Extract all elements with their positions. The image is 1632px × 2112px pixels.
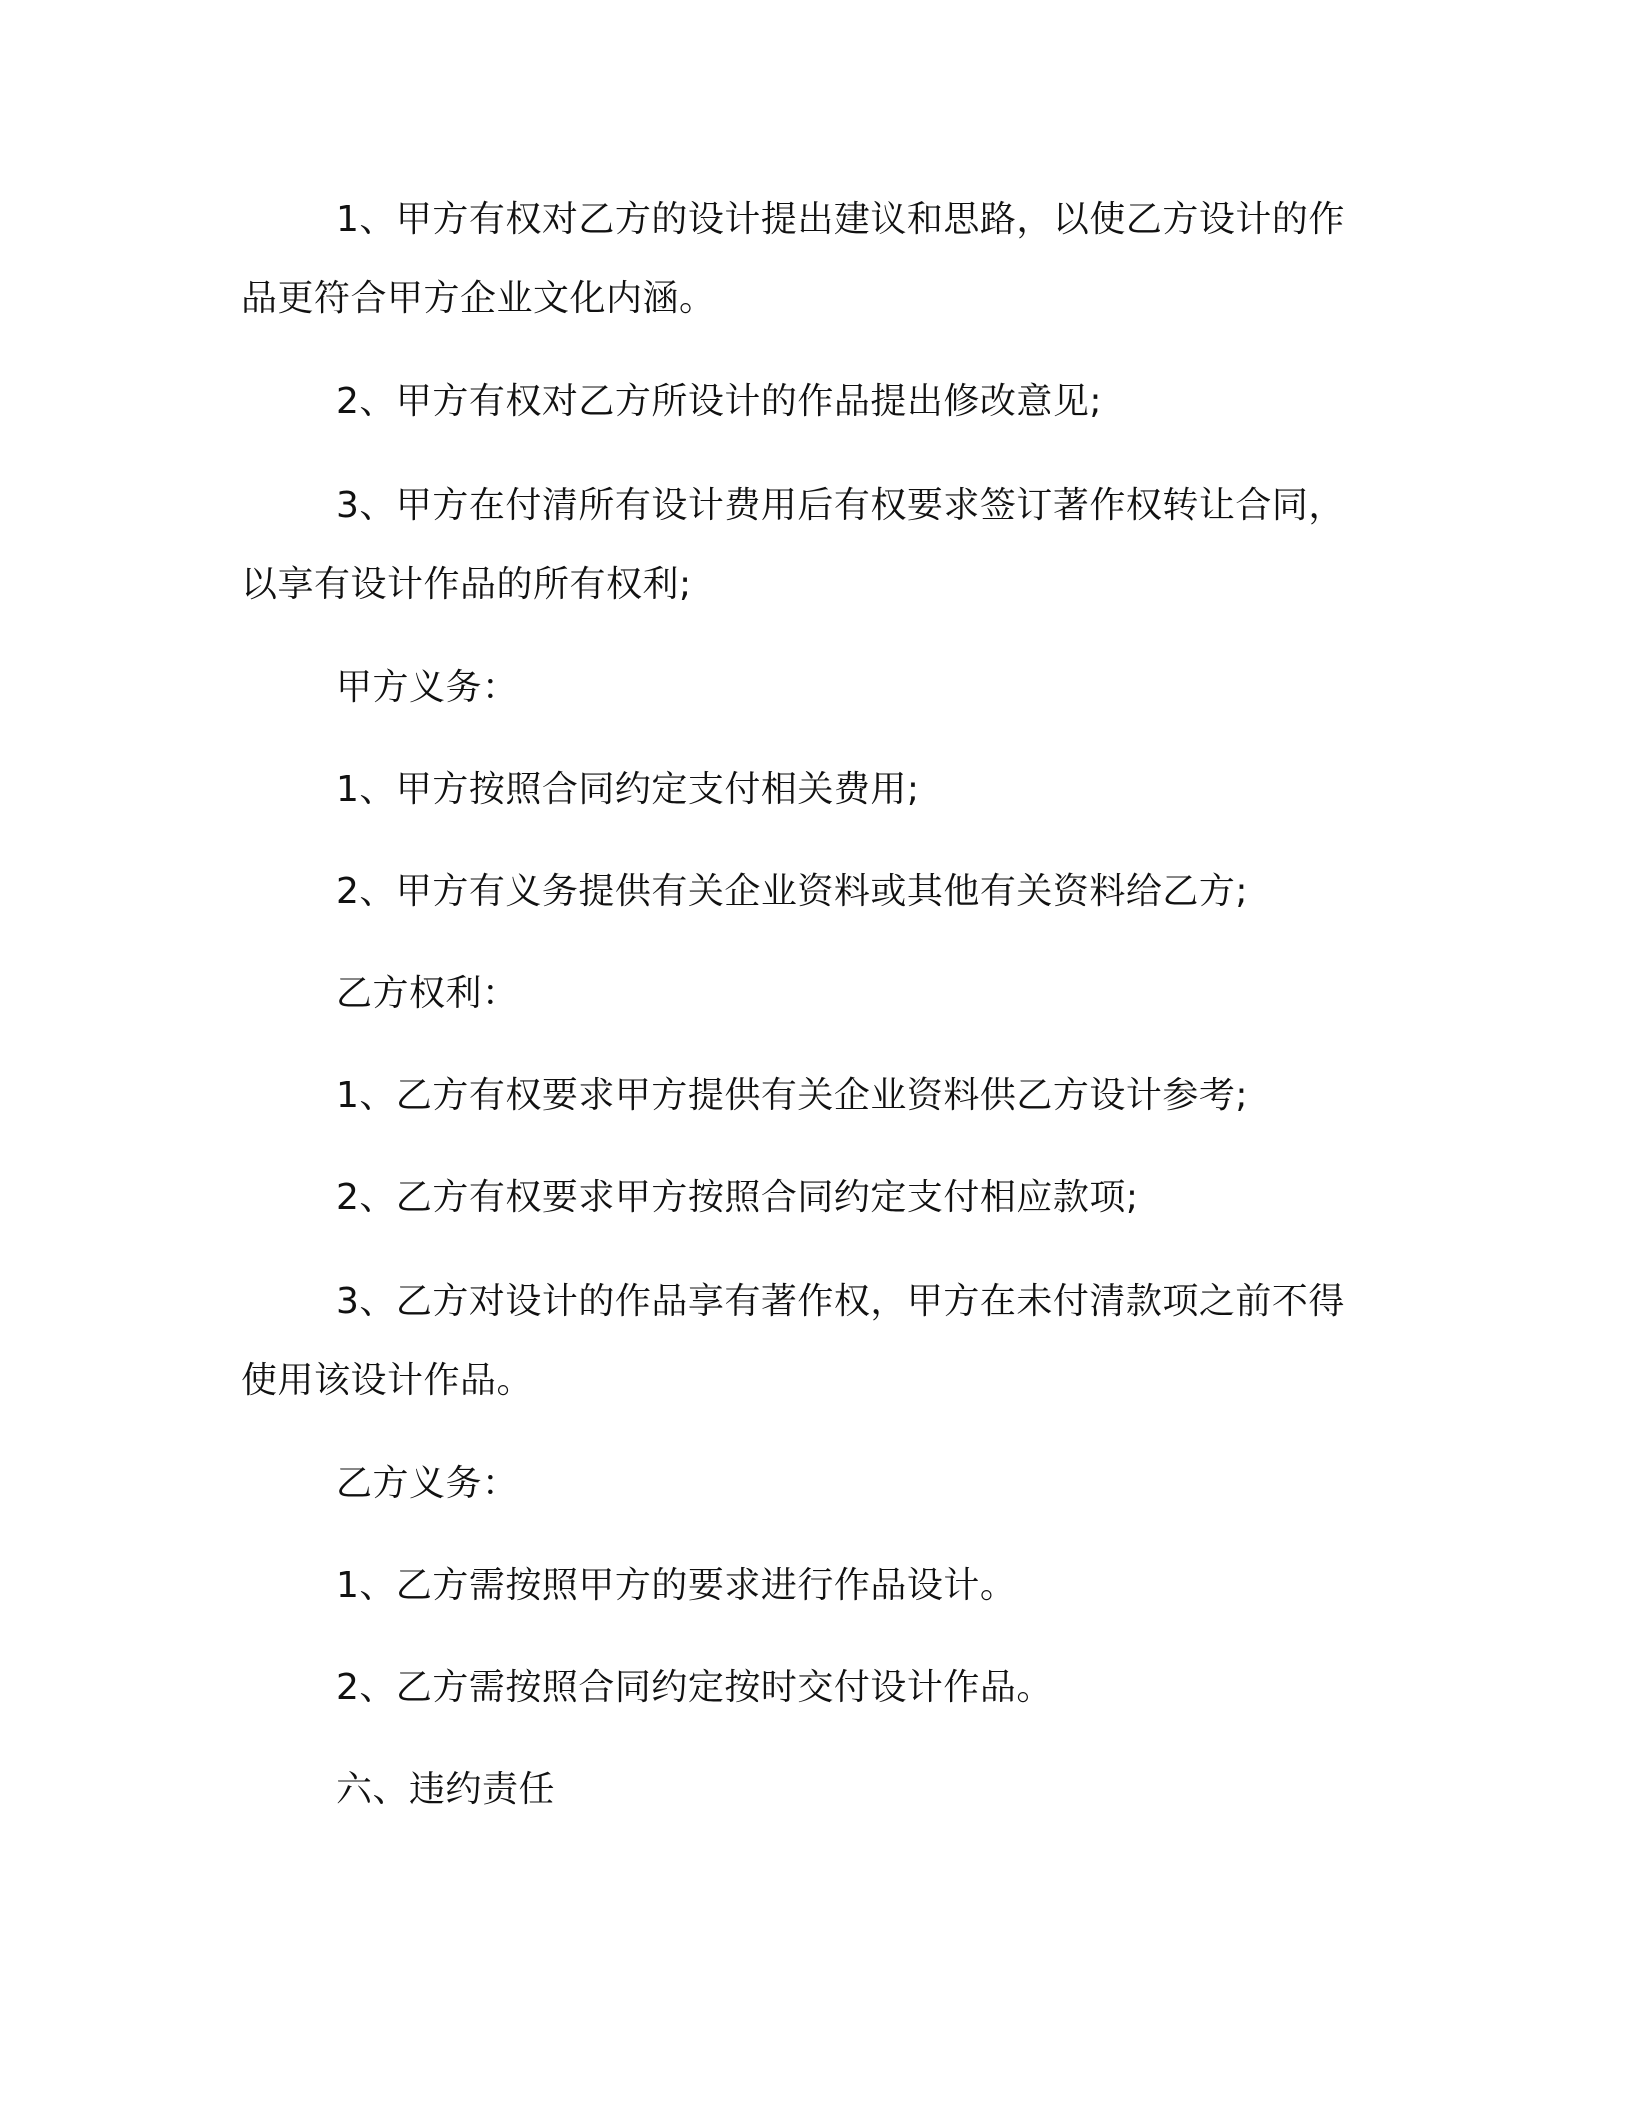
para-party-a-obligation-1: 1、甲方按照合同约定支付相关费用;	[336, 769, 920, 810]
para-party-a-right-3: 3、甲方在付清所有设计费用后有权要求签订著作权转让合同，以享有设计作品的所有权利;	[241, 485, 1345, 605]
para-party-b-right-2: 2、乙方有权要求甲方按照合同约定支付相应款项;	[336, 1177, 1139, 1218]
para-party-b-right-1: 1、乙方有权要求甲方提供有关企业资料供乙方设计参考;	[336, 1075, 1249, 1116]
para-party-b-obligation-2: 2、乙方需按照合同约定按时交付设计作品。	[336, 1667, 1053, 1708]
heading-party-a-obligations: 甲方义务：	[336, 667, 519, 708]
para-party-b-obligation-1: 1、乙方需按照甲方的要求进行作品设计。	[336, 1565, 1017, 1606]
para-party-a-right-1: 1、甲方有权对乙方的设计提出建议和思路，以使乙方设计的作品更符合甲方企业文化内涵。	[241, 199, 1345, 319]
para-party-b-right-3: 3、乙方对设计的作品享有著作权，甲方在未付清款项之前不得使用该设计作品。	[241, 1281, 1345, 1401]
heading-breach-liability: 六、违约责任	[336, 1769, 556, 1810]
para-party-a-obligation-2: 2、甲方有义务提供有关企业资料或其他有关资料给乙方;	[336, 871, 1249, 912]
heading-party-b-rights: 乙方权利：	[336, 973, 519, 1014]
para-party-a-right-2: 2、甲方有权对乙方所设计的作品提出修改意见;	[336, 381, 1103, 422]
heading-party-b-obligations: 乙方义务：	[336, 1463, 519, 1504]
